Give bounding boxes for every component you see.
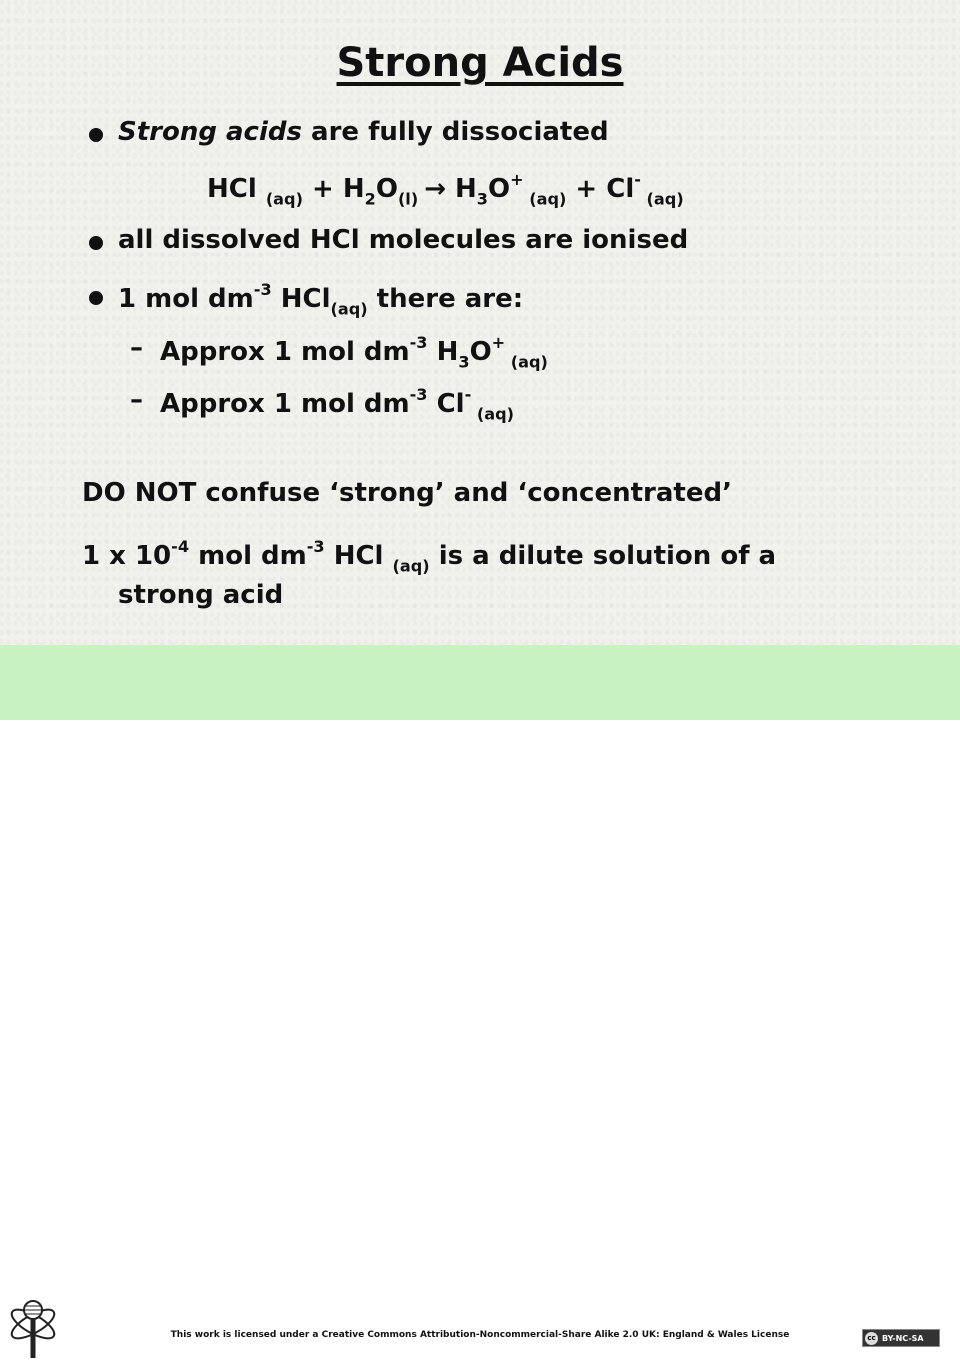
eq-hcl: HCl <box>207 174 266 205</box>
creative-commons-icon: cc <box>865 1332 878 1345</box>
b3-sub: (aq) <box>330 299 368 319</box>
strong-acids-emphasis: Strong acids <box>118 117 302 147</box>
d2-sub: (aq) <box>471 404 515 424</box>
dil-text: 1 x 10 <box>82 541 172 572</box>
eq-h3o: H <box>445 174 477 205</box>
d1-sub: 3 <box>458 352 470 372</box>
eq-cl: + Cl <box>566 174 635 205</box>
eq-sup: + <box>510 170 524 189</box>
b3-text: 1 mol dm <box>118 284 254 315</box>
b3-sup: -3 <box>253 280 272 299</box>
dil-sup: -3 <box>306 537 325 556</box>
d1-sup: -3 <box>409 333 428 352</box>
dil-text: mol dm <box>189 541 307 572</box>
eq-sub: (aq) <box>265 189 303 209</box>
equation <box>207 170 684 208</box>
d1-sub: (aq) <box>505 352 548 372</box>
slide-body <box>0 0 960 645</box>
dilute-example-line2: strong acid <box>118 580 284 610</box>
d1-sup: + <box>491 333 506 352</box>
bullet-concentration <box>118 280 523 318</box>
sub-point-cl <box>160 385 514 423</box>
dash-marker: – <box>130 333 143 363</box>
d1-h: H <box>427 337 459 368</box>
bullet1-text: are fully dissociated <box>301 117 609 147</box>
d2-sup: -3 <box>409 385 428 404</box>
bullet-ionised: all dissolved HCl molecules are ionised <box>118 225 689 255</box>
eq-sub: (aq) <box>640 189 684 209</box>
dil-rest: is a dilute solution of a <box>429 541 777 572</box>
eq-o: O <box>488 174 511 205</box>
cc-license-badge[interactable] <box>862 1329 940 1347</box>
eq-sub: (aq) <box>523 189 567 209</box>
eq-sub: (l) <box>397 189 419 209</box>
bullet-dot <box>89 128 103 142</box>
dil-sup: -4 <box>171 537 190 556</box>
warning-text: DO NOT confuse ‘strong’ and ‘concentrated’ <box>82 478 732 508</box>
d1-o: O <box>469 337 492 368</box>
eq-sub: 2 <box>364 189 376 209</box>
eq-o: O <box>375 174 398 205</box>
eq-sub: 3 <box>476 189 489 209</box>
d2-sup: - <box>464 385 472 404</box>
b3-rest: there are: <box>367 284 524 315</box>
sub-point-h3o <box>160 333 548 371</box>
cc-license-label: BY-NC-SA <box>882 1333 924 1343</box>
dilute-example <box>82 537 776 575</box>
license-text: This work is licensed under a Creative Commons Attribution-Noncommercial-Share Alike 2.0 UK: England & Wales License <box>170 1330 790 1340</box>
atom-microphone-logo-icon <box>4 1292 62 1362</box>
dash-marker: – <box>130 385 143 415</box>
reaction-arrow-icon: → <box>424 174 446 205</box>
eq-sup: - <box>634 170 641 189</box>
d2-cl: Cl <box>427 389 465 420</box>
bullet-dot <box>89 291 103 305</box>
b3-hcl: HCl <box>271 284 331 315</box>
bullet-strong-acids <box>118 117 609 147</box>
slide-title: Strong Acids <box>336 40 624 86</box>
eq-h: + H <box>302 174 365 205</box>
d2-text: Approx 1 mol dm <box>160 389 410 420</box>
dil-sub: (aq) <box>392 556 430 576</box>
dil-hcl: HCl <box>324 541 393 572</box>
footer-bar <box>0 645 960 1343</box>
bullet-dot <box>89 236 103 250</box>
d1-text: Approx 1 mol dm <box>160 337 410 368</box>
